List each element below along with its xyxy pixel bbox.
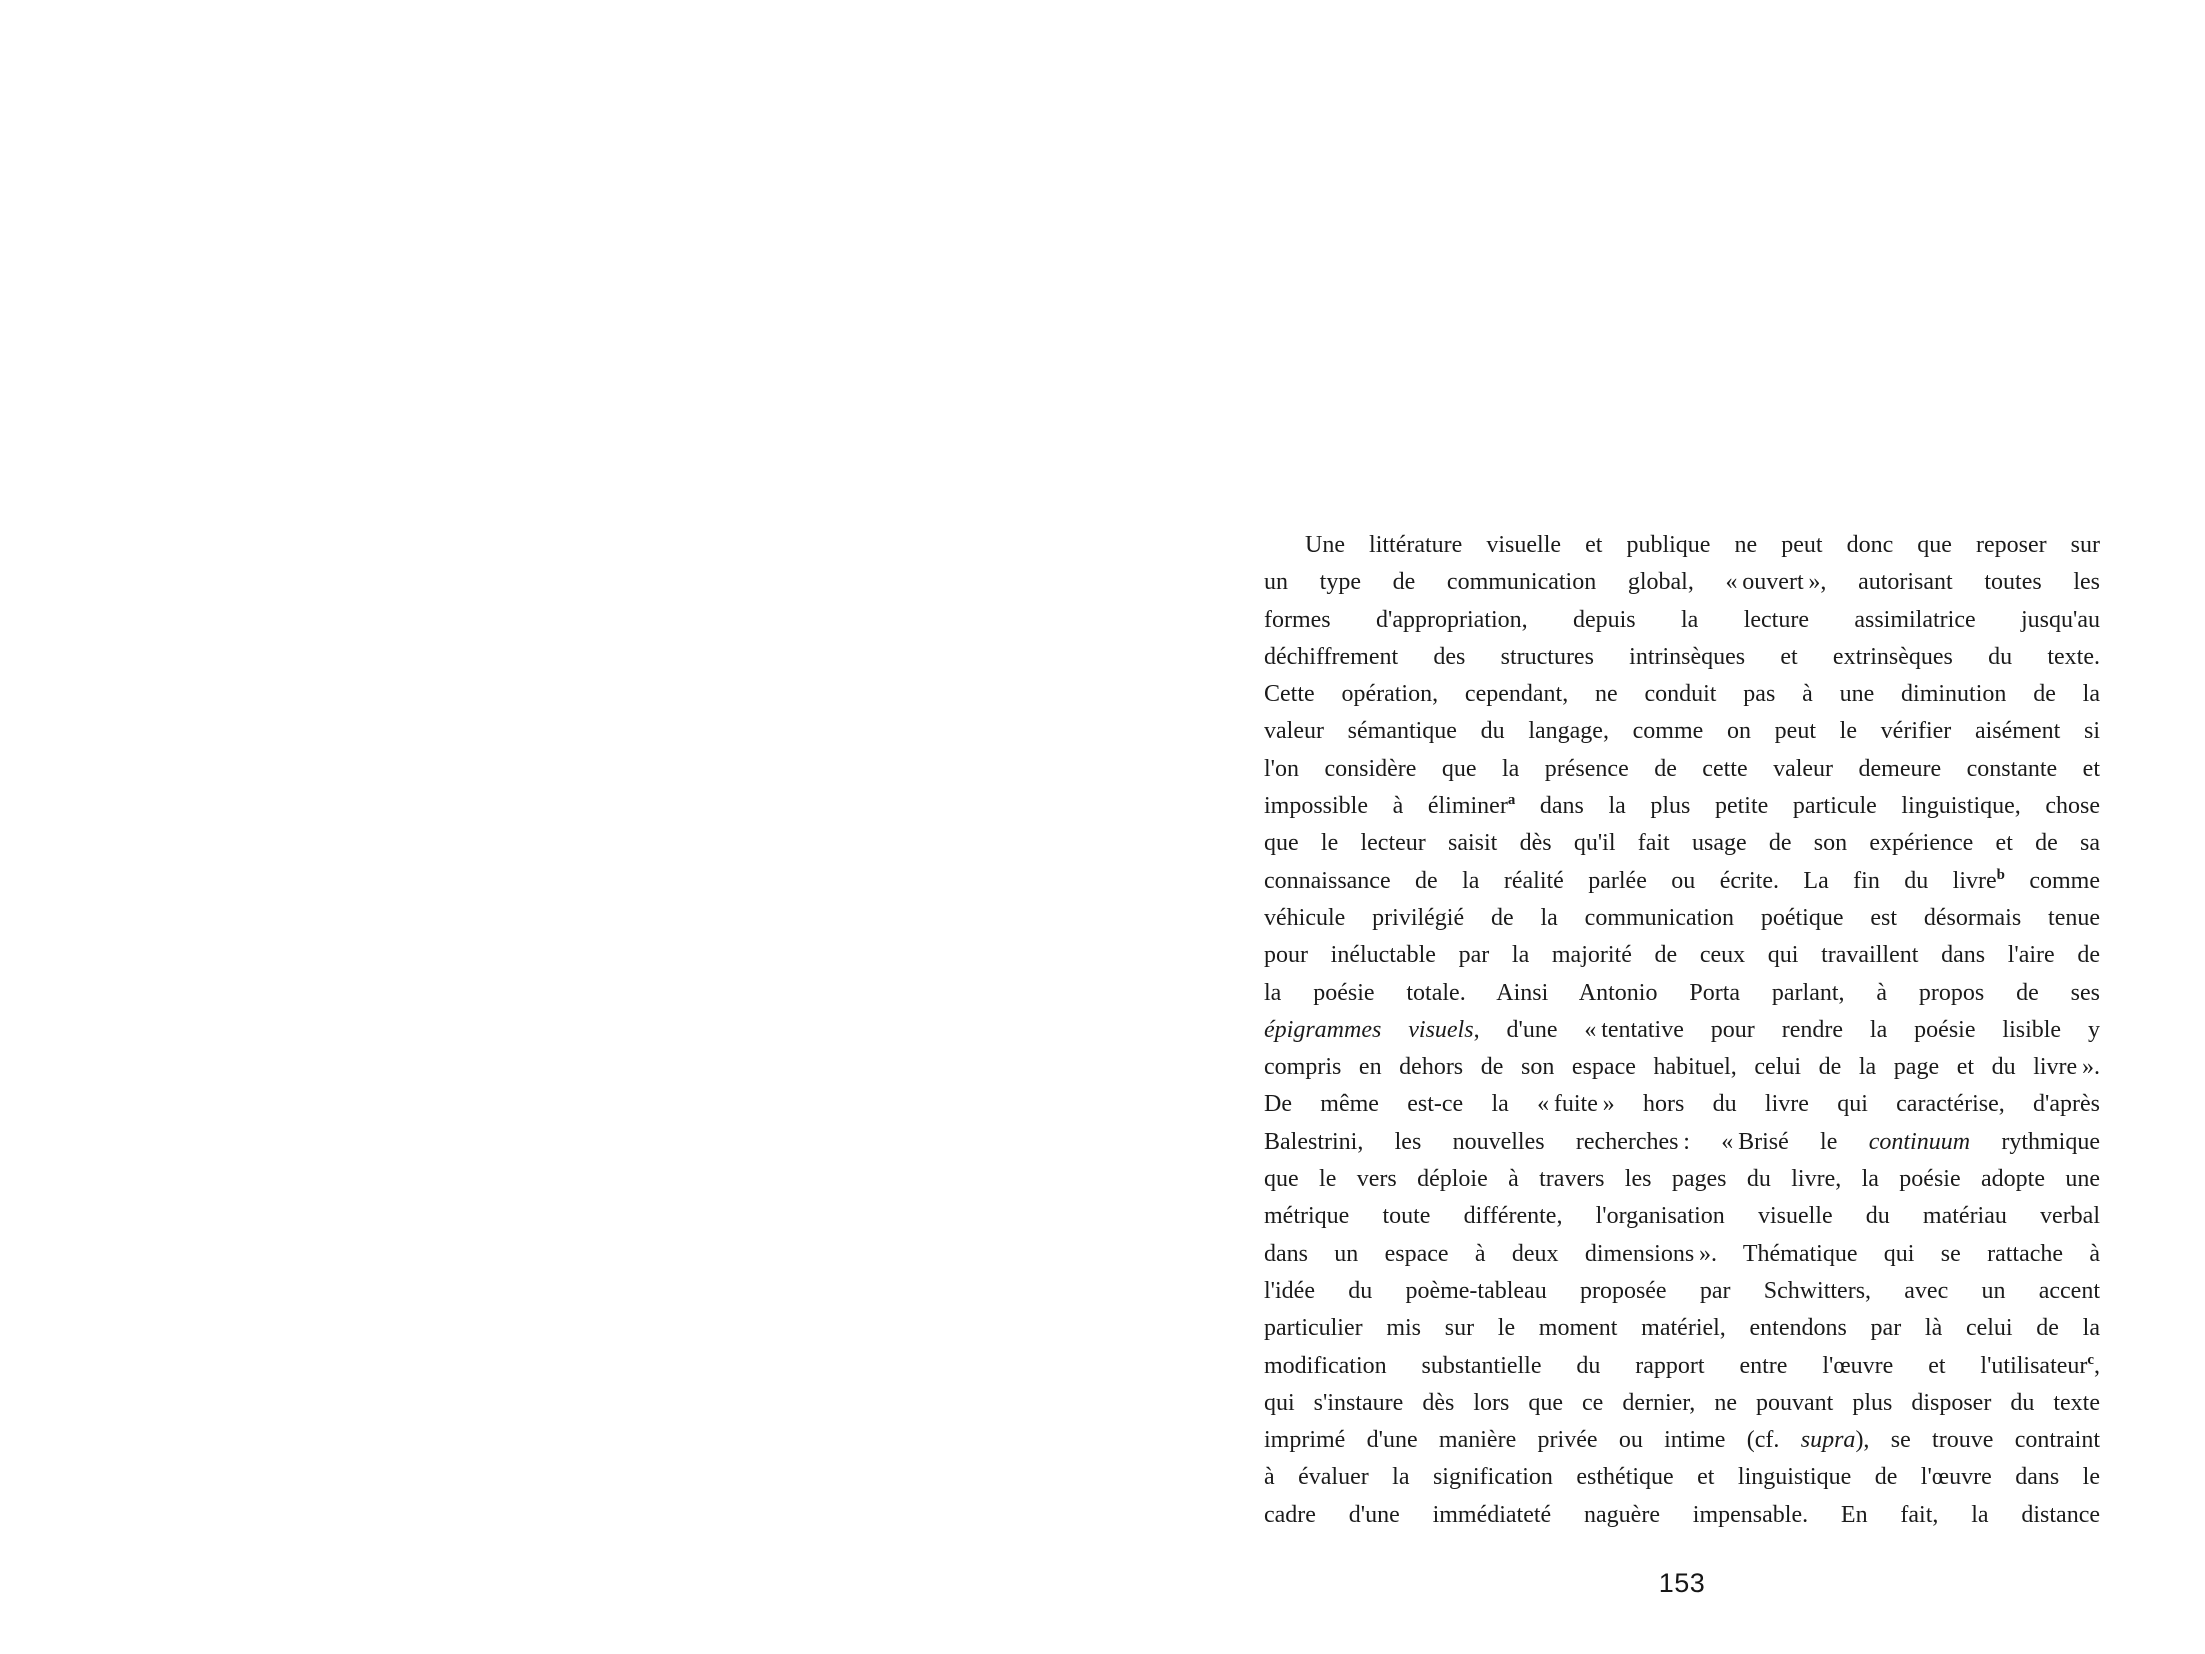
text-segment: l'idée du poème-tableau proposée par Schwitters, avec un accent <box>1264 1277 2100 1304</box>
text-line <box>1264 676 2100 713</box>
text-line <box>1264 825 2100 862</box>
text-line <box>1264 1385 2100 1422</box>
text-segment: impossible à éliminer <box>1264 793 1508 820</box>
text-line <box>1264 788 2100 825</box>
page-number: 153 <box>1658 1568 1706 1598</box>
text-segment: , d'une « tentative pour rendre la poésie lisible y <box>1473 1016 2100 1043</box>
text-line <box>1264 1422 2100 1459</box>
text-line <box>1264 1124 2100 1161</box>
text-segment: métrique toute différente, l'organisation visuelle du matériau verbal <box>1264 1203 2100 1230</box>
text-line <box>1264 1086 2100 1123</box>
footnote-marker: b <box>1996 866 2005 883</box>
text-line <box>1264 1236 2100 1273</box>
text-line <box>1264 900 2100 937</box>
text-line <box>1264 527 2100 564</box>
text-segment: , <box>2094 1352 2100 1379</box>
italic-text: continuum <box>1868 1128 1971 1155</box>
text-segment: connaissance de la réalité parlée ou écrite. La fin du livre <box>1264 867 1997 894</box>
text-segment: Balestrini, les nouvelles recherches : « Brisé le <box>1264 1128 1869 1155</box>
text-line <box>1264 1273 2100 1310</box>
text-line <box>1264 863 2100 900</box>
text-line <box>1264 639 2100 676</box>
text-segment: dans un espace à deux dimensions ». Thématique qui se rattache à <box>1264 1240 2100 1267</box>
text-segment: que le vers déploie à travers les pages du livre, la poésie adopte une <box>1264 1166 2100 1193</box>
text-segment: valeur sémantique du langage, comme on peut le vérifier aisément si <box>1264 718 2100 745</box>
text-line <box>1264 1012 2100 1049</box>
text-segment: ), se trouve contraint <box>1855 1427 2100 1454</box>
text-line <box>1264 564 2100 601</box>
text-segment: imprimé d'une manière privée ou intime (cf. <box>1264 1427 1801 1454</box>
text-line <box>1264 1198 2100 1235</box>
text-segment: véhicule privilégié de la communication poétique est désormais tenue <box>1264 904 2100 931</box>
text-line <box>1264 751 2100 788</box>
text-segment: dans la plus petite particule linguistique, chose <box>1515 793 2101 820</box>
text-segment: De même est-ce la « fuite » hors du livre qui caractérise, d'après <box>1264 1091 2100 1118</box>
text-segment: rythmique <box>1970 1128 2100 1155</box>
text-line <box>1264 937 2100 974</box>
text-line <box>1264 1161 2100 1198</box>
page-text-column <box>1264 527 2100 1534</box>
text-line <box>1264 1348 2100 1385</box>
footnote-marker: a <box>1507 792 1516 809</box>
text-segment: cadre d'une immédiateté naguère impensable. En fait, la distance <box>1264 1501 2100 1528</box>
text-segment: à évaluer la signification esthétique et linguistique de l'œuvre dans le <box>1264 1464 2100 1491</box>
text-segment: pour inéluctable par la majorité de ceux qui travaillent dans l'aire de <box>1264 942 2100 969</box>
text-line <box>1264 1459 2100 1496</box>
text-segment: compris en dehors de son espace habituel, celui de la page et du livre ». <box>1264 1054 2100 1081</box>
text-line <box>1264 1497 2100 1534</box>
text-segment: formes d'appropriation, depuis la lecture assimilatrice jusqu'au <box>1264 606 2100 633</box>
footnote-marker: c <box>2087 1351 2094 1368</box>
text-segment: la poésie totale. Ainsi Antonio Porta parlant, à propos de ses <box>1264 979 2100 1006</box>
text-segment: déchiffrement des structures intrinsèques et extrinsèques du texte. <box>1264 643 2100 670</box>
text-segment: que le lecteur saisit dès qu'il fait usage de son expérience et de sa <box>1264 830 2100 857</box>
text-line <box>1264 1310 2100 1347</box>
text-line <box>1264 602 2100 639</box>
text-segment: qui s'instaure dès lors que ce dernier, ne pouvant plus disposer du texte <box>1264 1389 2100 1416</box>
italic-text: supra <box>1800 1427 1856 1454</box>
text-line <box>1264 975 2100 1012</box>
text-segment: Cette opération, cependant, ne conduit pas à une diminution de la <box>1264 681 2100 708</box>
text-segment: comme <box>2004 867 2101 894</box>
text-segment: Une littérature visuelle et publique ne peut donc que reposer sur <box>1305 532 2100 558</box>
text-line <box>1264 713 2100 750</box>
text-segment: un type de communication global, « ouvert », autorisant toutes les <box>1264 569 2100 596</box>
text-segment: modification substantielle du rapport entre l'œuvre et l'utilisateur <box>1264 1352 2088 1379</box>
italic-text: épigrammes visuels <box>1264 1016 1474 1043</box>
text-line <box>1264 1049 2100 1086</box>
text-segment: particulier mis sur le moment matériel, entendons par là celui de la <box>1264 1315 2100 1342</box>
text-segment: l'on considère que la présence de cette valeur demeure constante et <box>1264 755 2100 782</box>
